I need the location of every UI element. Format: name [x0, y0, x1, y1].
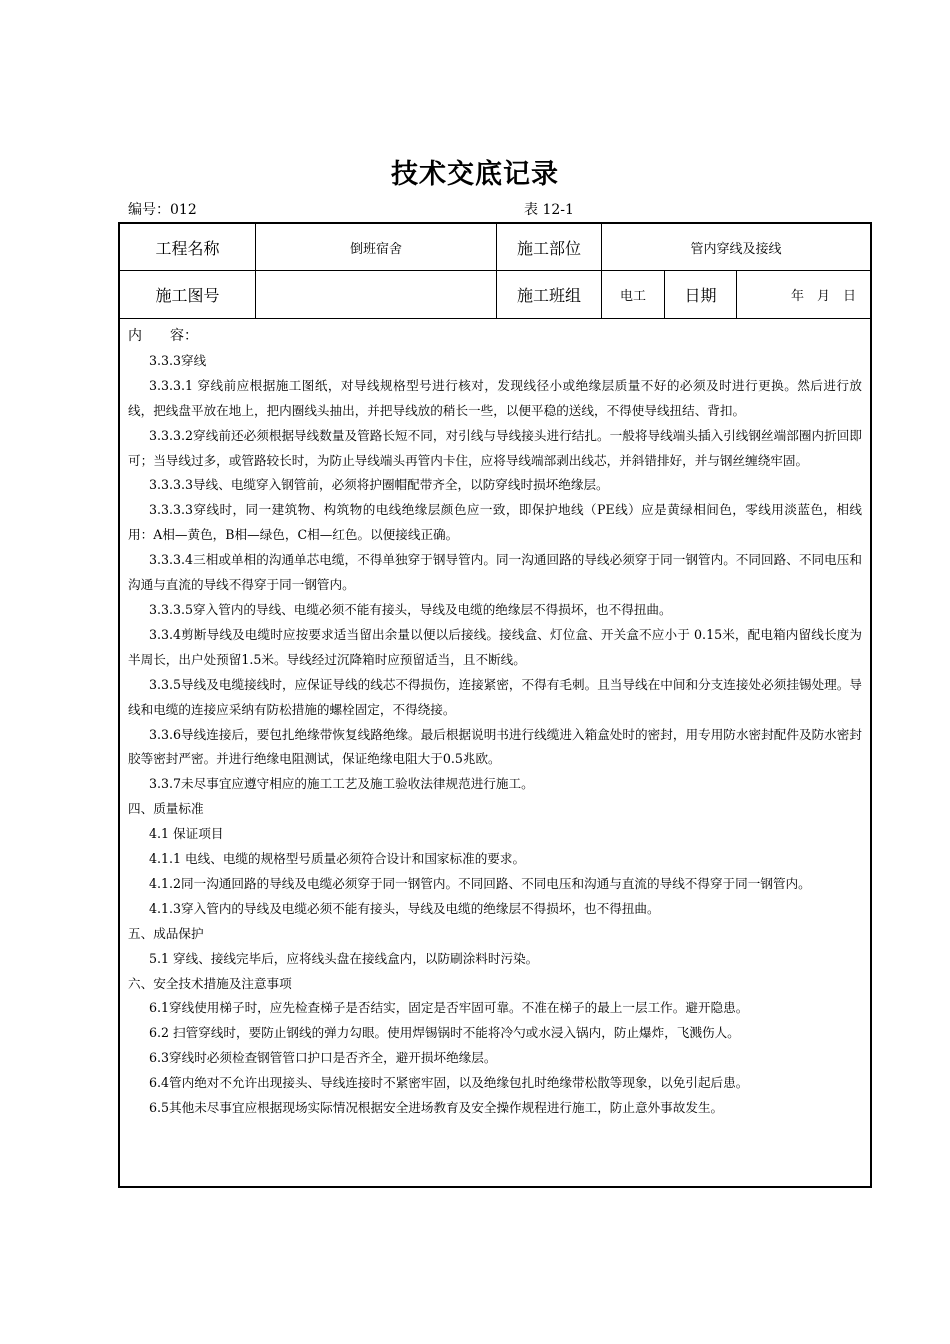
content-heading: 内 容：: [128, 328, 198, 344]
section-5-title: 五、成品保护: [128, 925, 204, 941]
paragraph: 3.3.3.3导线、电缆穿入钢管前，必须将护圈帽配带齐全，以防穿线时损坏绝缘层。: [149, 477, 609, 493]
section-4-item: 4.1.2同一沟通回路的导线及电缆必须穿于同一钢管内。不同回路、不同电压和沟通与直流的导线不得穿于同一钢管内。: [149, 875, 811, 891]
team-label: 施工班组: [497, 270, 602, 318]
header-row-1: [120, 224, 870, 271]
paragraph: 3.3.7未尽事宜应遵守相应的施工工艺及施工验收法律规范进行施工。: [149, 776, 534, 792]
paragraph: 3.3.3穿线: [149, 352, 207, 368]
serial-number: 编号：012: [128, 202, 197, 218]
section-6-item: 6.2 扫管穿线时，要防止钢线的弹力勾眼。使用焊锡锅时不能将冷勺或水浸入锅内，防止爆炸，飞溅伤人。: [149, 1025, 740, 1041]
section-6-item: 6.5其他未尽事宜应根据现场实际情况根据安全进场教育及安全操作规程进行施工，防止意外事故发生。: [149, 1100, 724, 1116]
section-4-title: 四、质量标准: [128, 801, 204, 817]
content-area: [120, 319, 870, 1186]
paragraph: 3.3.3.5穿入管内的导线、电缆必须不能有接头，导线及电缆的绝缘层不得损坏，也不得扭曲。: [149, 601, 672, 617]
paragraph: 3.3.3.3穿线时，同一建筑物、构筑物的电线绝缘层颜色应一致，即保护地线（PE线）应是黄绿相间色，零线用淡蓝色，相线用：A相—黄色，B相—绿色，C相—红色。以便接线正确。: [128, 502, 862, 543]
section-4-item: 4.1 保证项目: [149, 826, 224, 842]
section-5-item: 5.1 穿线、接线完毕后，应将线头盘在接线盒内，以防刷涂料时污染。: [149, 950, 539, 966]
paragraph: 3.3.3.1 穿线前应根据施工图纸，对导线规格型号进行核对，发现线径小或绝缘层质量不好的必须及时进行更换。然后进行放线，把线盘平放在地上，把内圈线头抽出，并把导线放的稍长一些，以便平稳的送线，不得使导线扭结、背扣。: [128, 377, 862, 418]
paragraph: 3.3.6导线连接后，要包扎绝缘带恢复线路绝缘。最后根据说明书进行线缆进入箱盒处时的密封，用专用防水密封配件及防水密封胶等密封严密。并进行绝缘电阻测试，保证绝缘电阻大于0.5兆欧。: [128, 726, 862, 767]
paragraph: 3.3.5导线及电缆接线时，应保证导线的线芯不得损伤，连接紧密，不得有毛刺。且当导线在中间和分支连接处必须挂锡处理。导线和电缆的连接应采纳有防松措施的螺栓固定，不得绕接。: [128, 676, 862, 717]
section-6-item: 6.4管内绝对不允许出现接头、导线连接时不紧密牢固，以及绝缘包扎时绝缘带松散等现象，以免引起后患。: [149, 1075, 749, 1091]
record-form: [118, 222, 872, 1188]
section-4-item: 4.1.1 电线、电缆的规格型号质量必须符合设计和国家标准的要求。: [149, 851, 526, 867]
date-label: 日期: [665, 270, 737, 318]
section-4-item: 4.1.3穿入管内的导线及电缆必须不能有接头，导线及电缆的绝缘层不得损坏，也不得扭曲。: [149, 900, 660, 916]
project-name-value: 倒班宿舍: [256, 224, 497, 270]
section-6-item: 6.1穿线使用梯子时，应先检查梯子是否结实，固定是否牢固可靠。不准在梯子的最上一层工作。避开隐患。: [149, 1000, 749, 1016]
team-value: 电工: [602, 270, 665, 318]
header-row-2: [120, 270, 870, 319]
date-value: 年 月 日: [790, 288, 856, 304]
paragraph: 3.3.4剪断导线及电缆时应按要求适当留出余量以便以后接线。接线盒、灯位盒、开关盒不应小于 0.15米，配电箱内留线长度为半周长，出户处预留1.5米。导线经过沉降箱时应预留适当，且不断线。: [128, 626, 862, 667]
project-name-label: 工程名称: [120, 224, 256, 270]
document-title: 技术交底记录: [391, 159, 559, 190]
drawing-number-label: 施工图号: [120, 270, 256, 318]
table-number: 表 12-1: [524, 202, 574, 218]
location-label: 施工部位: [497, 224, 602, 270]
section-6-title: 六、安全技术措施及注意事项: [128, 975, 292, 991]
paragraph: 3.3.3.4三相或单相的沟通单芯电缆，不得单独穿于钢导管内。同一沟通回路的导线必须穿于同一钢管内。不同回路、不同电压和沟通与直流的导线不得穿于同一钢管内。: [128, 552, 862, 593]
paragraph: 3.3.3.2穿线前还必须根据导线数量及管路长短不同，对引线与导线接头进行结扎。一般将导线端头插入引线钢丝端部圈内折回即可；当导线过多，或管路较长时，为防止导线端头再管内卡住，应将导线端部剥出线芯，并斜错排好，并与钢丝缠绕牢固。: [128, 427, 862, 468]
location-value: 管内穿线及接线: [690, 241, 782, 257]
section-6-item: 6.3穿线时必须检查钢管管口护口是否齐全，避开损坏绝缘层。: [149, 1050, 497, 1066]
drawing-number-value: [256, 270, 497, 318]
